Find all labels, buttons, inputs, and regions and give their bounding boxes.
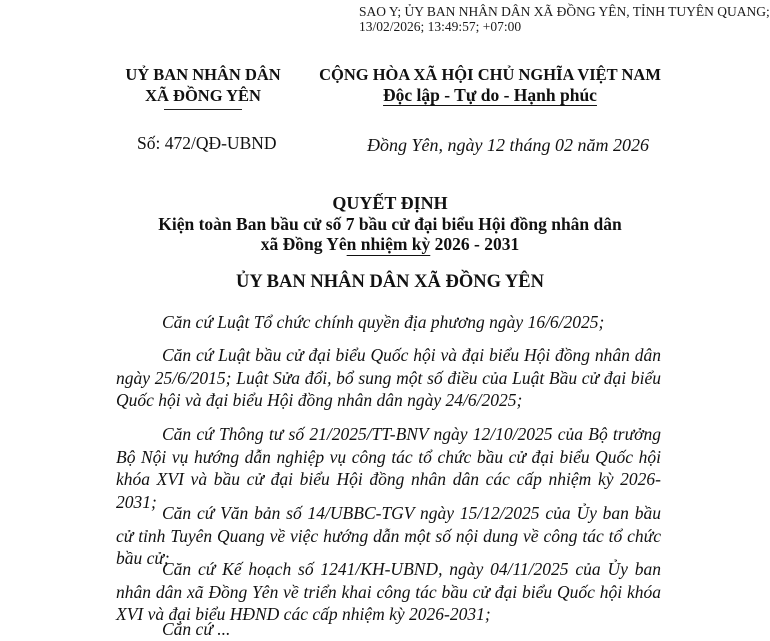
issuer-line-1: UỶ BAN NHÂN DÂN (125, 65, 281, 84)
national-motto: Độc lập - Tự do - Hạnh phúc (383, 85, 597, 105)
subject-line-2 (130, 234, 650, 254)
document-subject (130, 214, 650, 254)
issuer-line-2: XÃ ĐỒNG YÊN (145, 86, 261, 105)
subject-line-1: Kiện toàn Ban bầu cử số 7 bầu cử đại biểu Hội đồng nhân dân (158, 214, 622, 234)
legal-basis-paragraph: Căn cứ Văn bản số 14/UBBC-TGV ngày 15/12/2025 của Ủy ban bầu cử tỉnh Tuyên Quang về việc hướng dẫn một số nội dung về công tác tổ chức bầu cử; (116, 503, 661, 568)
digital-copy-stamp (359, 4, 770, 34)
subject-part-underlined: n nhiệm kỳ (346, 234, 431, 254)
subject-part-a: xã Đồng Yê (260, 234, 347, 254)
legal-basis-paragraph: Căn cứ Kế hoạch số 1241/KH-UBND, ngày 04/11/2025 của Ủy ban nhân dân xã Đồng Yên về triển khai công tác bầu cử đại biểu Quốc hội khóa XVI và đại biểu HĐND các cấp nhiệm kỳ 2026-2031; (116, 559, 661, 624)
legal-basis-paragraph-partial: Căn cứ ... (162, 619, 231, 639)
issuer-underline (164, 109, 242, 110)
legal-basis-paragraph: Căn cứ Thông tư số 21/2025/TT-BNV ngày 12/10/2025 của Bộ trưởng Bộ Nội vụ hướng dẫn nghiệp vụ công tác tổ chức bầu cử đại biểu Quốc hội khóa XVI và bầu cử đại biểu Hội đồng nhân dân các cấp nhiệm kỳ 2026-2031; (116, 424, 661, 512)
issuing-authority (118, 64, 288, 110)
stamp-line-2: 13/02/2026; 13:49:57; +07:00 (359, 19, 522, 34)
stamp-line-1: SAO Y; ỦY BAN NHÂN DÂN XÃ ĐỒNG YÊN, TỈNH TUYÊN QUANG; (359, 4, 770, 19)
enacting-authority: ỦY BAN NHÂN DÂN XÃ ĐỒNG YÊN (236, 272, 544, 292)
national-heading (300, 64, 680, 106)
document-number: Số: 472/QĐ-UBND (137, 133, 277, 153)
subject-part-c: 2026 - 2031 (430, 234, 520, 254)
nation-name: CỘNG HÒA XÃ HỘI CHỦ NGHĨA VIỆT NAM (319, 65, 661, 84)
legal-basis-paragraph: Căn cứ Luật Tổ chức chính quyền địa phương ngày 16/6/2025; (162, 312, 605, 332)
place-and-date: Đồng Yên, ngày 12 tháng 02 năm 2026 (367, 135, 649, 155)
document-type: QUYẾT ĐỊNH (332, 193, 448, 213)
legal-basis-paragraph: Căn cứ Luật bầu cử đại biểu Quốc hội và đại biểu Hội đồng nhân dân ngày 25/6/2015; Luật Sửa đổi, bổ sung một số điều của Luật Bầu cử đại biểu Quốc hội và đại biểu Hội đồng nhân dân ngày 24/6/2025; (116, 345, 661, 410)
